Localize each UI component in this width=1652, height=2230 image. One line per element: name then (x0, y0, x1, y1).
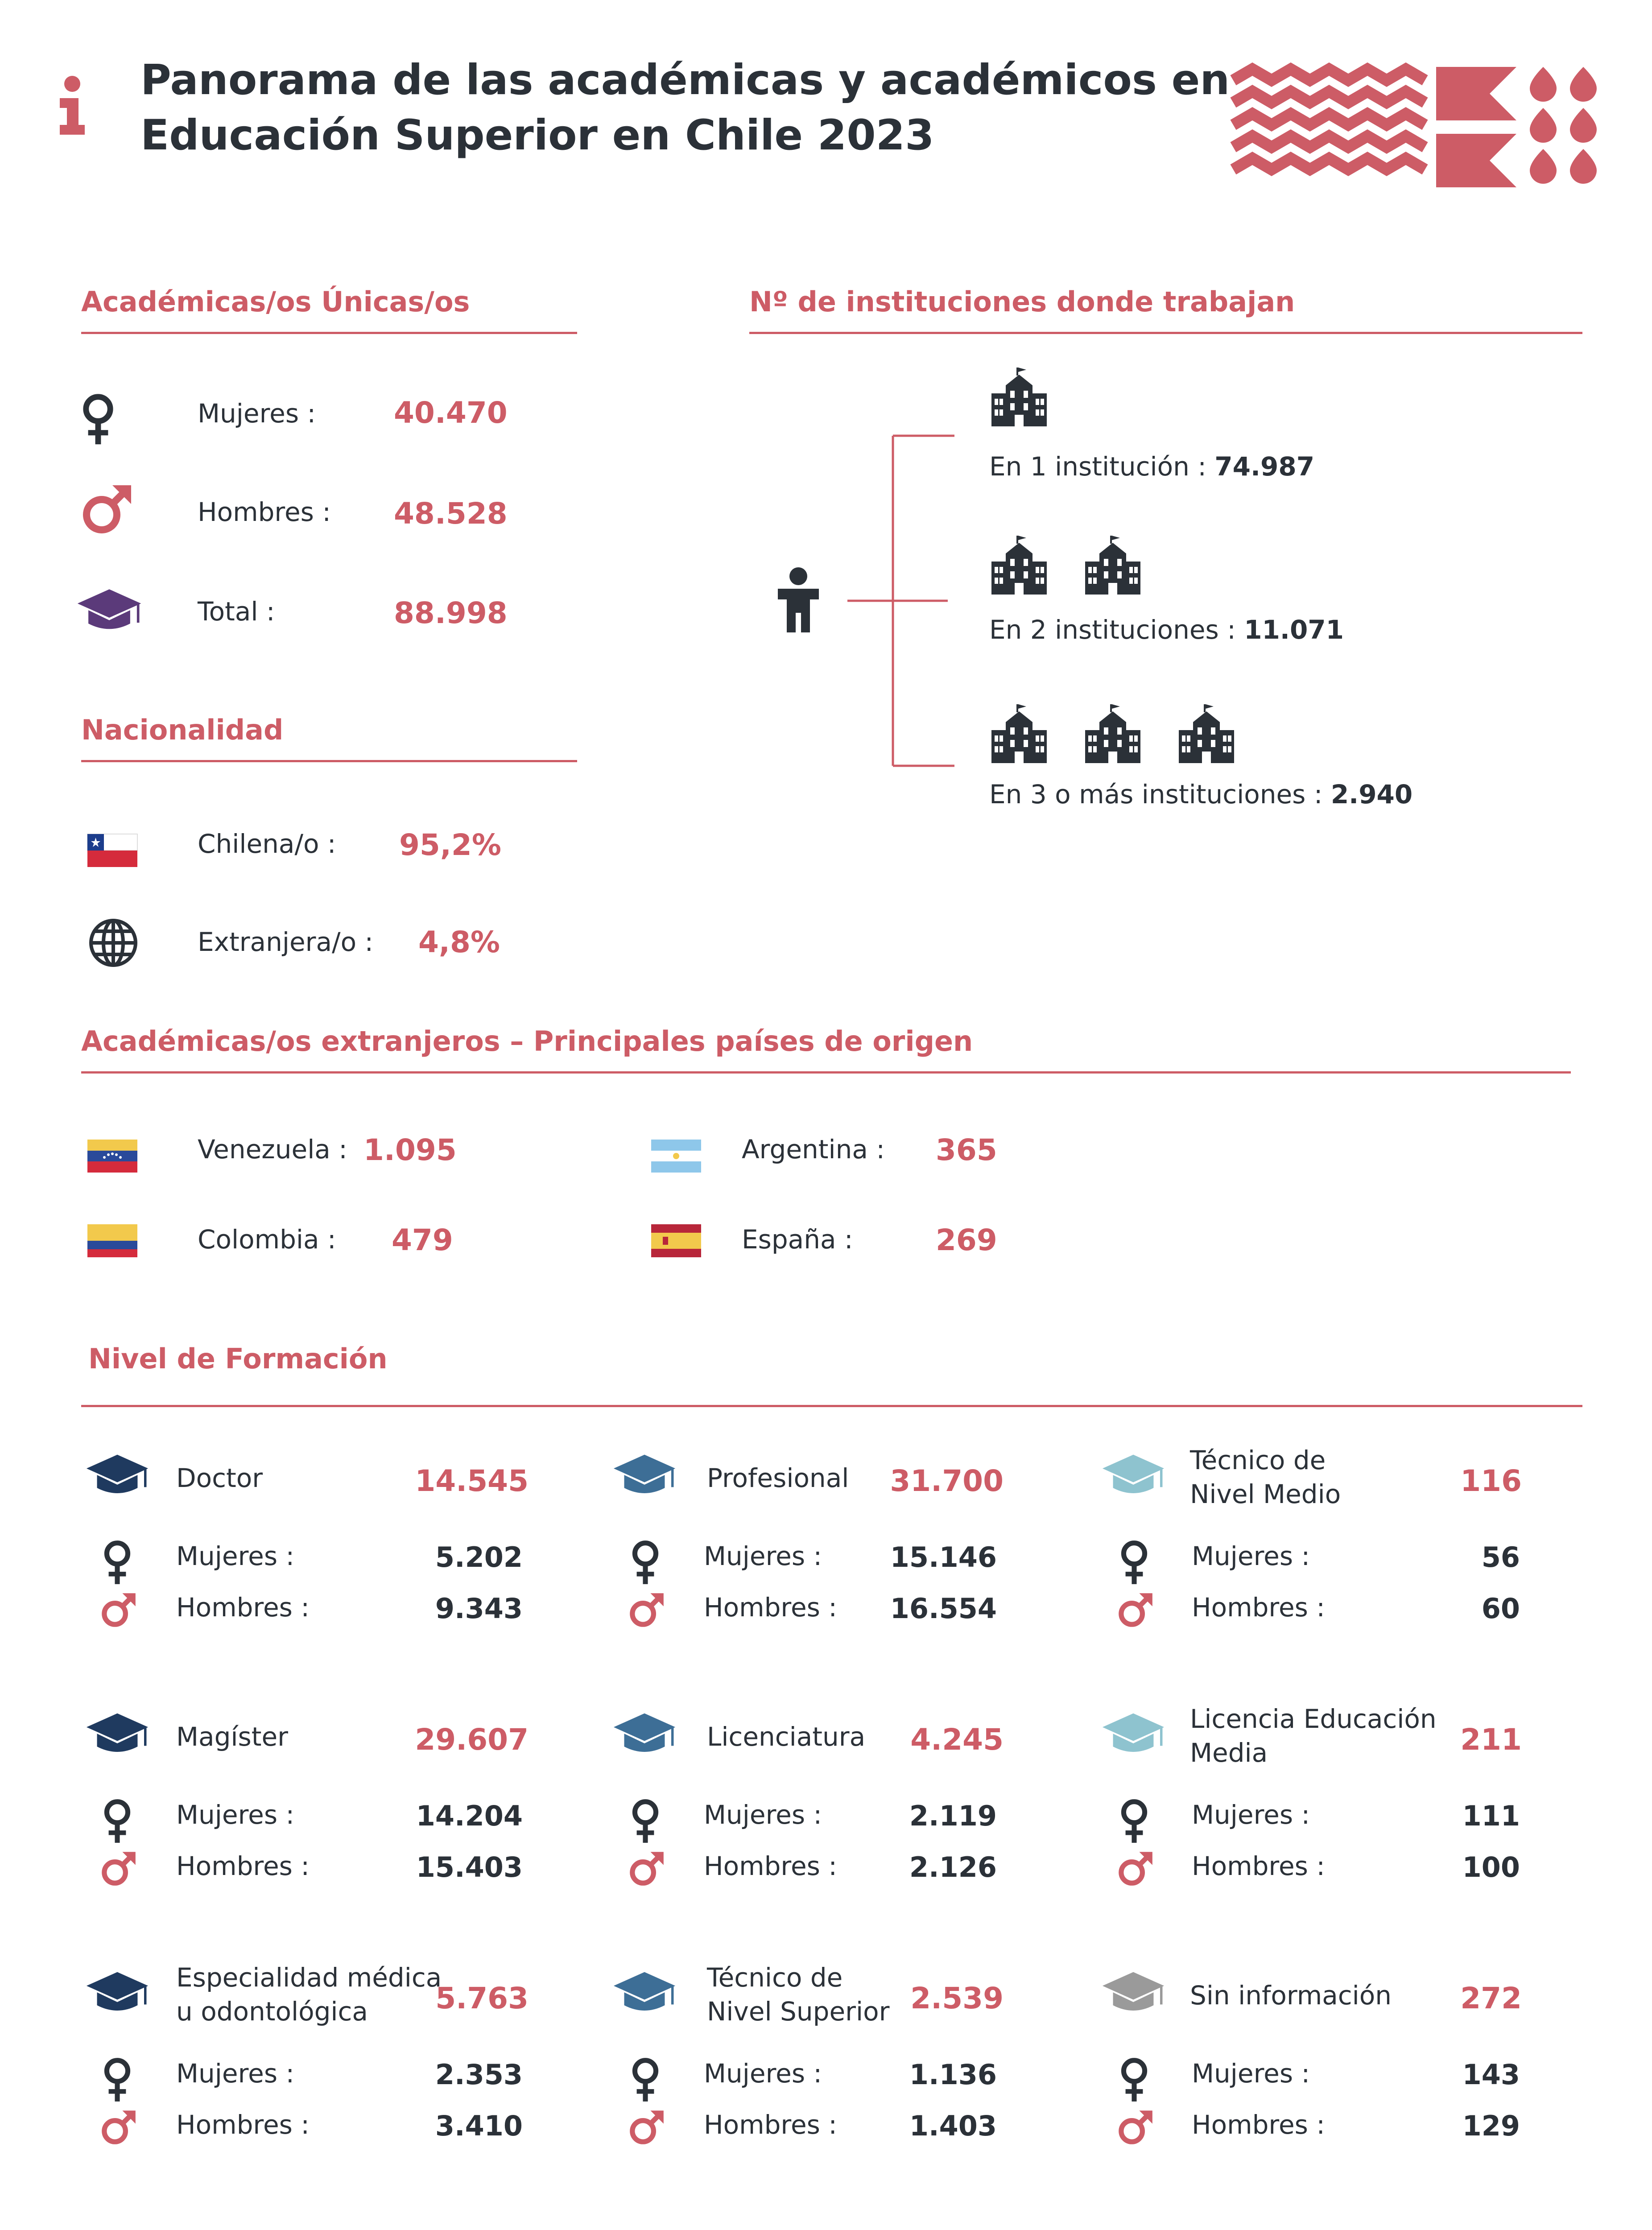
globe-icon (87, 917, 139, 969)
formacion-item-2-name-line2: Nivel Medio (1190, 1479, 1341, 1509)
formacion-item-4-name-line1: Licenciatura (707, 1722, 866, 1752)
formacion-item-1-mujeres-label: Mujeres : (704, 1541, 822, 1571)
formacion-item-5-mujeres-value: 111 (1462, 1800, 1520, 1832)
formacion-item-7-mujeres-label: Mujeres : (704, 2058, 822, 2089)
formacion-item-7-name-line2: Nivel Superior (707, 1996, 890, 2027)
formacion-rule (81, 1405, 1582, 1407)
chile-flag-icon (87, 834, 137, 867)
formacion-item-0-mujeres-label: Mujeres : (176, 1541, 295, 1571)
formacion-item-3-hombres-label: Hombres : (176, 1851, 310, 1881)
formacion-item-1-hombres-value: 16.554 (890, 1592, 997, 1625)
argentina-label: Argentina : (742, 1134, 885, 1165)
formacion-item-6-mujeres-label: Mujeres : (176, 2058, 295, 2089)
formacion-item-6-total: 5.763 (435, 1981, 529, 2015)
formacion-item-1-hombres-label: Hombres : (704, 1592, 837, 1623)
formacion-item-0-total: 14.545 (415, 1464, 529, 1498)
graduation-cap-icon (1101, 1970, 1166, 2015)
formacion-item-7-hombres-label: Hombres : (704, 2110, 837, 2140)
unicos-title: Académicas/os Únicas/os (81, 285, 470, 318)
female-icon (1119, 1798, 1150, 1845)
chilena-label: Chilena/o : (198, 829, 336, 859)
tree-connector (847, 435, 954, 767)
formacion-item-8-hombres-value: 129 (1462, 2110, 1520, 2142)
graduation-cap-icon (612, 1970, 677, 2015)
formacion-item-7-mujeres-value: 1.136 (909, 2058, 997, 2091)
instituciones-rule (749, 332, 1582, 334)
male-icon (100, 1850, 137, 1887)
unicos-hombres-label: Hombres : (198, 497, 331, 527)
institucion-1-label: En 1 institución : (989, 451, 1206, 482)
formacion-item-3-mujeres-label: Mujeres : (176, 1800, 295, 1830)
formacion-item-4-hombres-value: 2.126 (909, 1851, 997, 1883)
formacion-item-4-mujeres-label: Mujeres : (704, 1800, 822, 1830)
formacion-item-3-total: 29.607 (415, 1722, 529, 1757)
unicos-rule (81, 332, 577, 334)
male-icon (1117, 1591, 1154, 1629)
formacion-item-0-hombres-value: 9.343 (435, 1592, 523, 1625)
paises-title: Académicas/os extranjeros – Principales países de origen (81, 1025, 973, 1057)
instituciones-title: Nº de instituciones donde trabajan (749, 285, 1295, 318)
formacion-item-6-name-line1: Especialidad médica (176, 1962, 442, 1993)
institucion-1-value: 74.987 (1214, 451, 1315, 482)
graduation-cap-icon (612, 1453, 677, 1498)
formacion-item-3-mujeres-value: 14.204 (416, 1800, 523, 1832)
unicos-hombres-value: 48.528 (394, 496, 508, 531)
formacion-item-6-mujeres-value: 2.353 (435, 2058, 523, 2091)
institucion-3-value: 2.940 (1330, 779, 1413, 809)
formacion-item-8-mujeres-label: Mujeres : (1192, 2058, 1310, 2089)
argentina-flag-icon (651, 1140, 701, 1173)
formacion-item-5-mujeres-label: Mujeres : (1192, 1800, 1310, 1830)
extranjera-label: Extranjera/o : (198, 927, 374, 957)
building-icon (1082, 534, 1144, 596)
page-title (140, 53, 1230, 163)
formacion-item-4-mujeres-value: 2.119 (909, 1800, 997, 1832)
formacion-item-5-hombres-label: Hombres : (1192, 1851, 1325, 1881)
person-icon (772, 566, 825, 633)
venezuela-flag-icon (87, 1140, 137, 1173)
nacionalidad-title: Nacionalidad (81, 714, 284, 746)
institucion-1-text (989, 451, 1314, 482)
building-icon (1082, 702, 1144, 765)
formacion-title: Nivel de Formación (88, 1342, 388, 1375)
nacionalidad-rule (81, 760, 577, 762)
venezuela-value: 1.095 (363, 1133, 457, 1167)
building-icon (988, 366, 1050, 428)
male-icon (628, 2109, 665, 2146)
espana-value: 269 (936, 1223, 997, 1257)
female-icon (630, 1798, 661, 1845)
building-icon (988, 702, 1050, 765)
male-icon (628, 1591, 665, 1629)
institucion-2-value: 11.071 (1244, 615, 1344, 645)
formacion-item-4-hombres-label: Hombres : (704, 1851, 837, 1881)
institucion-3-label: En 3 o más instituciones : (989, 779, 1323, 809)
female-icon (102, 1540, 133, 1586)
graduation-cap-icon (76, 587, 143, 634)
formacion-item-2-hombres-label: Hombres : (1192, 1592, 1325, 1623)
chilena-value: 95,2% (399, 828, 501, 862)
formacion-item-2-mujeres-value: 56 (1481, 1541, 1520, 1573)
formacion-item-6-hombres-value: 3.410 (435, 2110, 523, 2142)
building-icon (1175, 702, 1238, 765)
argentina-value: 365 (936, 1133, 997, 1167)
formacion-item-7-hombres-value: 1.403 (909, 2110, 997, 2142)
formacion-item-4-total: 4.245 (910, 1722, 1004, 1757)
formacion-item-2-total: 116 (1460, 1464, 1522, 1498)
formacion-item-2-hombres-value: 60 (1481, 1592, 1520, 1625)
formacion-item-6-name-line2: u odontológica (176, 1996, 368, 2027)
formacion-item-0-mujeres-value: 5.202 (435, 1541, 523, 1573)
formacion-item-3-hombres-value: 15.403 (416, 1851, 523, 1883)
formacion-item-7-total: 2.539 (910, 1981, 1004, 2015)
female-icon (630, 2057, 661, 2103)
graduation-cap-icon (612, 1712, 677, 1756)
formacion-item-1-name-line1: Profesional (707, 1463, 849, 1493)
formacion-item-1-total: 31.700 (890, 1464, 1004, 1498)
info-icon (58, 75, 87, 136)
formacion-item-2-mujeres-label: Mujeres : (1192, 1541, 1310, 1571)
male-icon (80, 483, 134, 536)
formacion-item-7-name-line1: Técnico de (707, 1962, 843, 1993)
male-icon (100, 2109, 137, 2146)
formacion-item-0-hombres-label: Hombres : (176, 1592, 310, 1623)
formacion-item-8-mujeres-value: 143 (1462, 2058, 1520, 2091)
unicos-total-value: 88.998 (394, 596, 508, 630)
colombia-flag-icon (87, 1224, 137, 1257)
graduation-cap-icon (1101, 1453, 1166, 1498)
graduation-cap-icon (85, 1453, 150, 1498)
graduation-cap-icon (1101, 1712, 1166, 1756)
female-icon (630, 1540, 661, 1586)
page-title-line1: Panorama de las académicas y académicos en (140, 56, 1230, 104)
male-icon (628, 1850, 665, 1887)
brand-pattern-logo (1231, 67, 1610, 192)
formacion-item-0-name-line1: Doctor (176, 1463, 263, 1493)
female-icon (1119, 2057, 1150, 2103)
formacion-item-8-name-line1: Sin información (1190, 1980, 1392, 2011)
institucion-2-text (989, 615, 1344, 645)
formacion-item-3-name-line1: Magíster (176, 1722, 289, 1752)
institucion-3-text (989, 779, 1412, 809)
formacion-item-8-total: 272 (1460, 1981, 1522, 2015)
building-icon (988, 534, 1050, 596)
formacion-item-5-total: 211 (1460, 1722, 1522, 1757)
graduation-cap-icon (85, 1970, 150, 2015)
spain-flag-icon (651, 1224, 701, 1257)
colombia-value: 479 (392, 1223, 453, 1257)
female-icon (1119, 1540, 1150, 1586)
venezuela-label: Venezuela : (198, 1134, 347, 1165)
colombia-label: Colombia : (198, 1224, 336, 1255)
male-icon (1117, 2109, 1154, 2146)
formacion-item-5-name-line1: Licencia Educación (1190, 1704, 1437, 1734)
female-icon (102, 1798, 133, 1845)
extranjera-value: 4,8% (418, 925, 500, 959)
unicos-mujeres-value: 40.470 (394, 396, 508, 430)
formacion-item-2-name-line1: Técnico de (1190, 1445, 1326, 1475)
unicos-total-label: Total : (198, 596, 275, 627)
formacion-item-1-mujeres-value: 15.146 (890, 1541, 997, 1573)
male-icon (1117, 1850, 1154, 1887)
formacion-item-5-name-line2: Media (1190, 1738, 1268, 1768)
page-title-line2: Educación Superior en Chile 2023 (140, 111, 934, 160)
male-icon (100, 1591, 137, 1629)
unicos-mujeres-label: Mujeres : (198, 398, 316, 429)
formacion-item-8-hombres-label: Hombres : (1192, 2110, 1325, 2140)
formacion-item-5-hombres-value: 100 (1462, 1851, 1520, 1883)
paises-rule (81, 1071, 1571, 1074)
female-icon (80, 387, 116, 452)
formacion-item-6-hombres-label: Hombres : (176, 2110, 310, 2140)
institucion-2-label: En 2 instituciones : (989, 615, 1236, 645)
female-icon (102, 2057, 133, 2103)
graduation-cap-icon (85, 1712, 150, 1756)
espana-label: España : (742, 1224, 853, 1255)
